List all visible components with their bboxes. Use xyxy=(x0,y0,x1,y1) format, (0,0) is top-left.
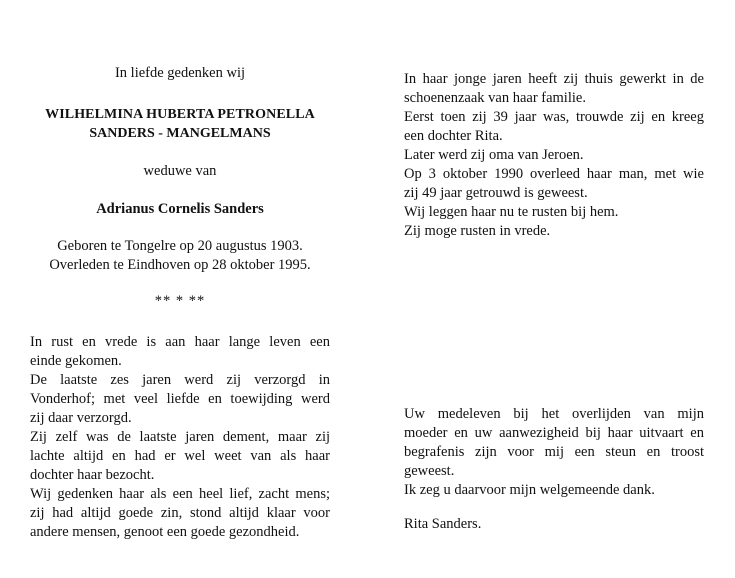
text-line: lachte altijd en had er wel weet van als haar xyxy=(30,448,330,464)
text-line: Wij gedenken haar als een heel lief, zacht mens; xyxy=(30,486,330,502)
text-line: einde gekomen. xyxy=(30,353,122,369)
text-line: In rust en vrede is aan haar lange leven een xyxy=(30,334,330,350)
text-line: In haar jonge jaren heeft zij thuis gewerkt in de xyxy=(404,71,704,87)
death-line: Overleden te Eindhoven op 28 oktober 1995. xyxy=(49,257,311,273)
text-line: zij 49 jaar getrouwd is geweest. xyxy=(404,185,588,201)
text-line: dochter haar bezocht. xyxy=(30,467,155,483)
widow-of-line: weduwe van xyxy=(143,163,217,179)
text-line: Later werd zij oma van Jeroen. xyxy=(404,147,584,163)
text-line: Ik zeg u daarvoor mijn welgemeende dank. xyxy=(404,482,655,498)
signature: Rita Sanders. xyxy=(404,516,482,532)
signature-block xyxy=(404,515,704,534)
husband-name: Adrianus Cornelis Sanders xyxy=(96,201,264,217)
text-line: moeder en uw aanwezigheid bij haar uitvaart en xyxy=(404,425,704,441)
intro-line: In liefde gedenken wij xyxy=(114,65,246,81)
paragraph-remembrance xyxy=(30,485,330,542)
text-line: Uw medeleven bij het overlijden van mijn xyxy=(404,406,704,422)
deceased-name-line1: WILHELMINA HUBERTA PETRONELLA xyxy=(45,107,315,122)
text-line: een dochter Rita. xyxy=(404,128,503,144)
text-line: Op 3 oktober 1990 overleed haar man, met wie xyxy=(404,166,704,182)
text-line: Eerst toen zij 39 jaar was, trouwde zij en kreeg xyxy=(404,109,704,125)
paragraph-rest-in-peace xyxy=(30,333,330,371)
paragraph-life-story xyxy=(404,70,704,241)
text-line: geweest. xyxy=(404,463,455,479)
birth-line: Geboren te Tongelre op 20 augustus 1903. xyxy=(57,238,303,254)
text-line: zij daar verzorgd. xyxy=(30,410,132,426)
text-line: De laatste zes jaren werd zij verzorgd in xyxy=(30,372,330,388)
separator-stars: ** * ** xyxy=(154,293,206,309)
paragraph-dementia xyxy=(30,428,330,485)
text-line: schoenenzaak van haar familie. xyxy=(404,90,586,106)
text-line: andere mensen, genoot een goede gezondheid. xyxy=(30,524,300,540)
text-line: zij had altijd goede zin, stond altijd klaar voor xyxy=(30,505,330,521)
paragraph-care xyxy=(30,371,330,428)
text-line: Vonderhof; met veel liefde en toewijding werd xyxy=(30,391,330,407)
paragraph-thanks xyxy=(404,405,704,500)
text-line: Zij moge rusten in vrede. xyxy=(404,223,551,239)
text-line: Wij leggen haar nu te rusten bij hem. xyxy=(404,204,619,220)
text-line: Zij zelf was de laatste jaren dement, maar zij xyxy=(30,429,330,445)
text-line: begrafenis zijn voor mij een steun en troost xyxy=(404,444,704,460)
deceased-name-line2: SANDERS - MANGELMANS xyxy=(89,126,271,141)
